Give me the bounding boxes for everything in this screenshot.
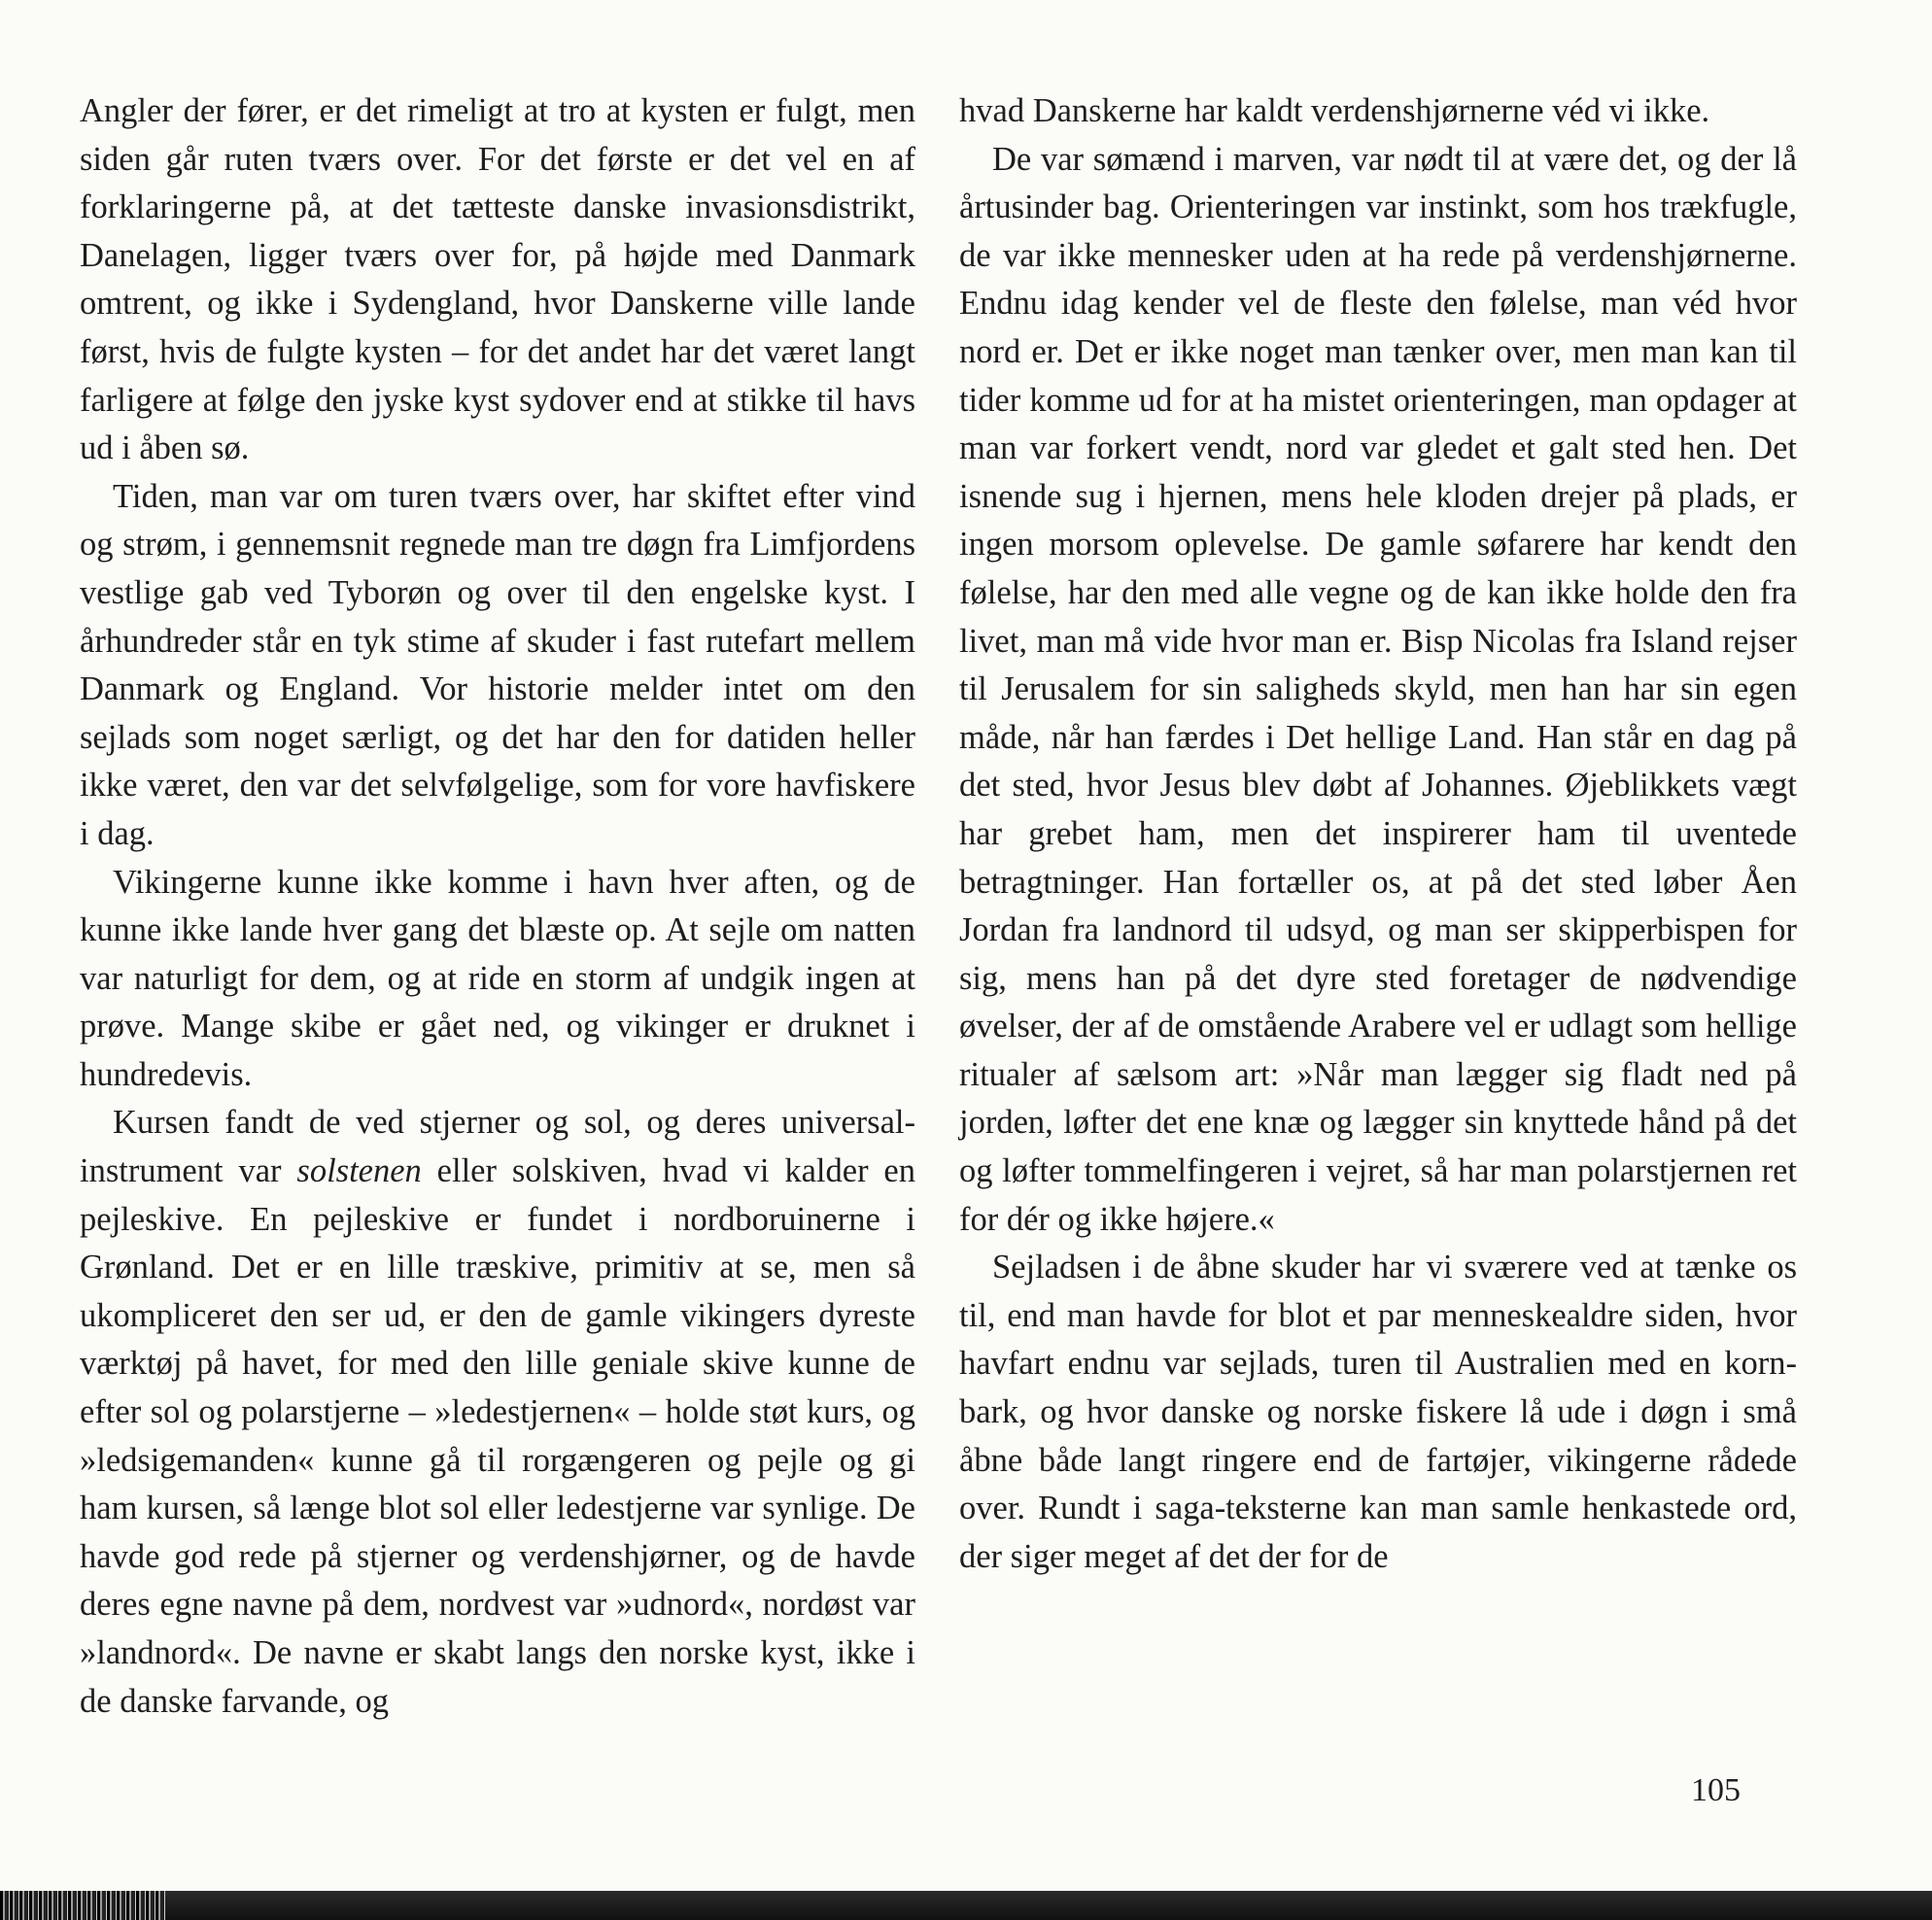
paragraph-text: Kursen fandt de ved stjerner og sol, og deres universalinstrument var [80, 1104, 915, 1190]
scan-bottom-edge [0, 1891, 1932, 1920]
left-text-column [80, 87, 915, 1726]
paragraph: Sejladsen i de åbne skuder har vi sværere ved at tænke os til, end man havde for blot et par menneskealdre siden, hvor havfart endnu var sejlads, turen til Australien med en korn-bark, og hvor danske og norske fiskere lå ude i døgn i små åbne både langt ringere end de fartøjer, vikingerne rådede over. Rundt i saga-teksterne kan man samle henkastede ord, der siger meget af det der for de [959, 1249, 1797, 1575]
paragraph-text: eller solskiven, hvad vi kalder en pejleskive. En pejleskive er fundet i nordboruinerne i Grønland. Det er en lille træskive, primitiv at se, men så ukompliceret den ser ud, er den de gamle vikingers dyreste værktøj på havet, for med den lille geniale skive kunne de efter sol og polarstjerne – »ledestjernen« – holde støt kurs, og »ledsigemanden« kunne gå til rorgængeren og pejle og gi ham kursen, så længe blot sol eller ledestjerne var synlige. De havde god rede på stjerner og verdenshjørner, og de havde deres egne navne på dem, nordvest var »udnord«, nordøst var »landnord«. De navne er skabt langs den norske kyst, ikke i de danske farvande, og [80, 1152, 915, 1720]
paragraph: Angler der fører, er det rimeligt at tro at kysten er fulgt, men siden går ruten tværs over. For det første er det vel en af forklaringerne på, at det tætteste danske invasionsdistrikt, Danelagen, ligger tværs over for, på højde med Danmark omtrent, og ikke i Sydengland, hvor Danskerne ville lande først, hvis de fulgte kysten – for det andet har det været langt farligere at følge den jyske kyst sydover end at stikke til havs ud i åben sø. [80, 92, 915, 467]
paragraph: Tiden, man var om turen tværs over, har skiftet efter vind og strøm, i gennemsnit regnede man tre døgn fra Limfjordens vestlige gab ved Tyborøn og over til den engelske kyst. I århundreder står en tyk stime af skuder i fast rutefart mellem Danmark og England. Vor historie melder intet om den sejlads som noget særligt, og det har den for datiden heller ikke været, den var det selvfølgelige, som for vore havfiskere i dag. [80, 477, 915, 852]
paragraph: De var sømænd i marven, var nødt til at være det, og der lå årtusinder bag. Orienteringen var instinkt, som hos trækfugle, de var ikke mennesker uden at ha rede på verdenshjørnerne. Endnu idag kender vel de fleste den følelse, man véd hvor nord er. Det er ikke noget man tænker over, men man kan til tider komme ud for at ha mistet orienteringen, man opdager at man var forkert vendt, nord var gledet et galt sted hen. Det isnende sug i hjernen, mens hele kloden drejer på plads, er ingen morsom oplevelse. De gamle søfarere har kendt den følelse, har den med alle vegne og de kan ikke holde den fra livet, man må vide hvor man er. Bisp Nicolas fra Island rejser til Jerusalem for sin saligheds skyld, men han har sin egen måde, når han færdes i Det hellige Land. Han står en dag på det sted, hvor Jesus blev døbt af Johannes. Øjeblikkets vægt har grebet ham, men det inspirerer ham til uventede betragtninger. Han fortæller os, at på det sted løber Åen Jordan fra landnord til udsyd, og man ser skipperbispen for sig, mens han på det dyre sted foretager de nødvendige øvelser, der af de omstående Arabere vel er udlagt som hellige ritualer af sælsom art: »Når man lægger sig fladt ned på jorden, løfter det ene knæ og lægger sin knyttede hånd på det og løfter tommelfingeren i vejret, så har man polarstjernen ret for dér og ikke højere.« [959, 140, 1797, 1238]
paragraph [80, 1099, 915, 1726]
paragraph: hvad Danskerne har kaldt verdenshjørnerne véd vi ikke. [959, 92, 1710, 129]
paragraph: Vikingerne kunne ikke komme i havn hver aften, og de kunne ikke lande hver gang det blæste op. At sejle om natten var naturligt for dem, og at ride en storm af undgik ingen at prøve. Mange skibe er gået ned, og vikinger er druknet i hundredevis. [80, 863, 915, 1093]
scan-edge-artifact [0, 1891, 165, 1920]
page-number: 105 [1691, 1772, 1741, 1808]
italic-term: solstenen [296, 1152, 422, 1190]
right-text-column [959, 87, 1797, 1581]
